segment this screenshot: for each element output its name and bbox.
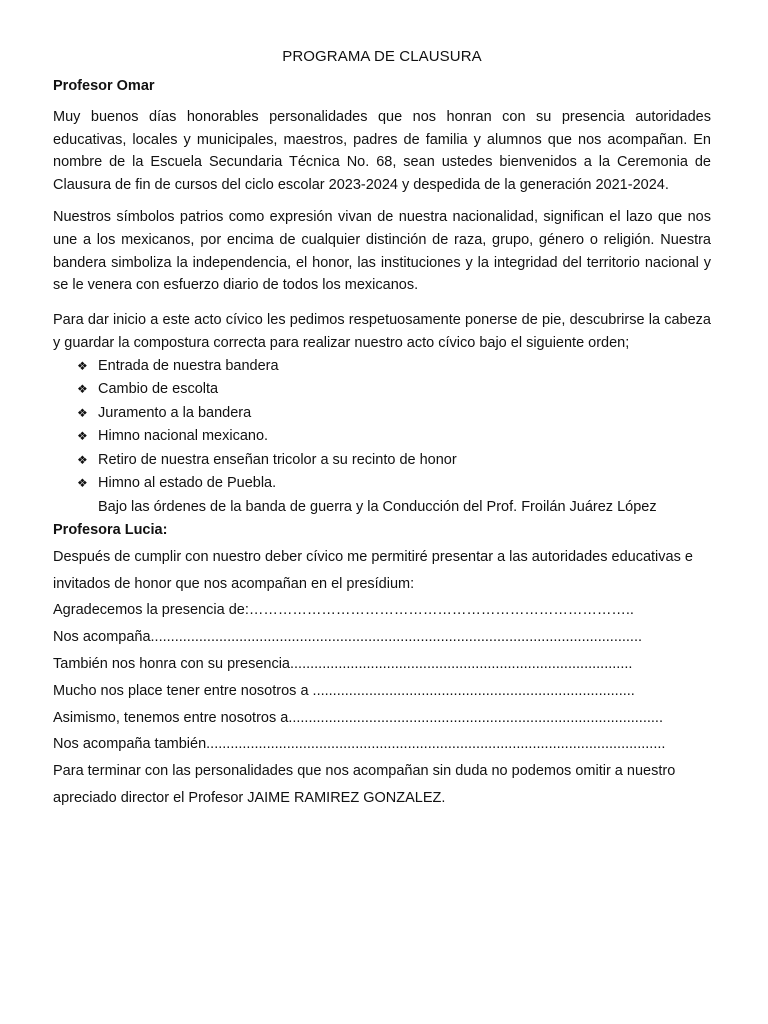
list-item (77, 425, 711, 449)
list-item-label: Himno al estado de Puebla. (98, 475, 277, 492)
speaker-heading-omar: Profesor Omar (53, 78, 155, 94)
diamond-bullet-icon: ❖ (77, 405, 88, 420)
ceremony-start-paragraph: Para dar inicio a este acto cívico les pedimos respetuosamente ponerse de pie, descubrirse la cabeza y guardar la compostura correcta para realizar nuestro acto cívico bajo el siguiente orden; (53, 311, 711, 351)
speaker-heading-lucia: Profesora Lucia: (53, 521, 168, 538)
list-item-label: Retiro de nuestra enseñan tricolor a su recinto de honor (98, 451, 457, 468)
order-note: Bajo las órdenes de la banda de guerra y la Conducción del Prof. Froilán Juárez López (98, 498, 657, 515)
diamond-bullet-icon: ❖ (77, 452, 88, 467)
document-title: PROGRAMA DE CLAUSURA (282, 48, 482, 65)
list-item-label: Cambio de escolta (98, 381, 219, 398)
list-item (77, 402, 711, 426)
list-item-label: Himno nacional mexicano. (98, 428, 269, 445)
presidium-line: Mucho nos place tener entre nosotros a ................................................................................ (53, 682, 635, 699)
presidium-intro: Después de cumplir con nuestro deber cívico me permitiré presentar a las autoridades educativas e invitados de honor que nos acompañan en el presídium: (53, 548, 693, 592)
list-item-label: Entrada de nuestra bandera (98, 357, 279, 374)
diamond-bullet-icon: ❖ (77, 429, 88, 444)
presidium-line: Agradecemos la presencia de:…………………………………………………………………….. (53, 602, 634, 619)
national-symbols-paragraph: Nuestros símbolos patrios como expresión vivan de nuestra nacionalidad, significan el lazo que nos une a los mexicanos, por encima de cualquier distinción de raza, grupo, género o religión. Nuestra bandera simboliza la independencia, el honor, las instituciones y la integridad del territorio nacional y se le venera con esfuerzo diario de todos los mexicanos. (53, 209, 711, 294)
list-item (77, 378, 711, 402)
list-item (77, 355, 711, 379)
presidium-line: Nos acompaña también.................................................................................................................. (53, 736, 666, 753)
list-item-label: Juramento a la bandera (98, 404, 252, 421)
presidium-line: Nos acompaña.......................................................................................................................... (53, 629, 643, 646)
diamond-bullet-icon: ❖ (77, 476, 88, 491)
diamond-bullet-icon: ❖ (77, 382, 88, 397)
presidium-line: Asimismo, tenemos entre nosotros a............................................................................................. (53, 709, 663, 726)
closing-paragraph: Para terminar con las personalidades que nos acompañan sin duda no podemos omitir a nuestro apreciado director el Profesor JAIME RAMIREZ GONZALEZ. (53, 763, 676, 806)
document-page (53, 48, 711, 812)
diamond-bullet-icon: ❖ (77, 358, 88, 373)
list-item (77, 449, 711, 473)
presidium-line: También nos honra con su presencia..................................................................................... (53, 655, 633, 672)
ceremony-order-list (77, 355, 711, 496)
presidium-section (53, 544, 711, 812)
welcome-paragraph: Muy buenos días honorables personalidades que nos honran con su presencia autoridades educativas, locales y municipales, maestros, padres de familia y alumnos que nos acompañan. En nombre de la Escuela Secundaria Técnica No. 68, sean ustedes bienvenidos a la Ceremonia de Clausura de fin de cursos del ciclo escolar 2023-2024 y despedida de la generación 2021-2024. (53, 109, 711, 193)
list-item (77, 472, 711, 496)
